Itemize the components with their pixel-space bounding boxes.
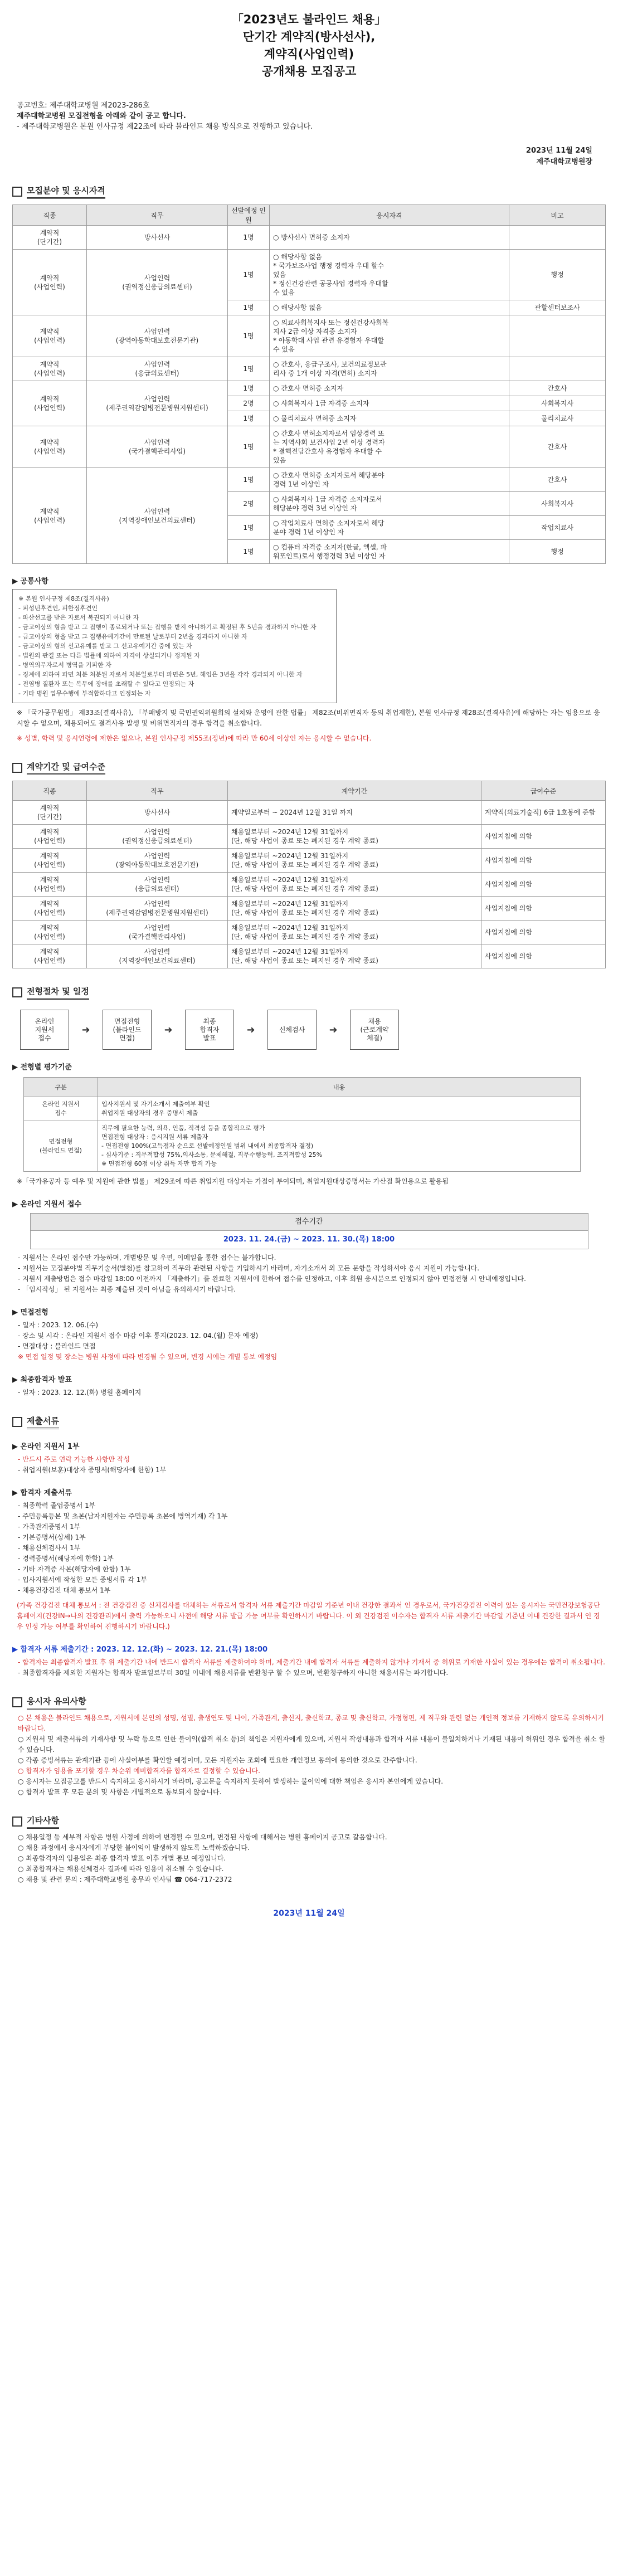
common-heading: ▶ 공통사항 [12,577,48,586]
table-row [13,250,606,300]
cell-pay: 사업지침에 의함 [481,944,606,968]
cell-qual: ○ 간호사 면허소지자로서 임상경력 또 는 지역사회 보건사업 2년 이상 경력자 * 결핵전담간호사 유경험자 우대할 수 있음 [270,426,509,468]
checkbox-square-icon [12,1697,22,1707]
cell-duty: 사업인력 (국가결핵관리사업) [87,426,228,468]
notice-number: 공고번호: 제주대학교병원 제2023-286호 [17,101,150,110]
cell-note [509,315,606,357]
docs2-list [12,1501,606,1596]
table-row: 면접전형 (블라인드 면접) 직무에 필요한 능력, 의욕, 인품, 적격성 등을 종합적으로 평가 면접전형 대상자 : 응시지원 서류 제출자 - 면접전형 100%(고득점자 순으로 선발예정인원 범위 내에서 최종합격자 결정) - 심사기준 : 직무적합성 75%,의사소통, 문제해결, 직무수행능력, 조직적합성 25% ※ 면접전형 60점 이상 취득 자만 합격 가능 [24,1121,581,1172]
apply-period-value: 2023. 11. 24.(금) ~ 2023. 11. 30.(목) 18:00 [223,1235,395,1244]
age-note: ※ 성별, 학력 및 응시연령에 제한은 없으나, 본원 인사규정 제55조(정년)에 따라 만 60세 이상인 자는 응시할 수 없습니다. [17,734,372,742]
cell-pay: 사업지침에 의함 [481,849,606,873]
cell-count: 2명 [228,492,270,516]
cell-count: 1명 [228,226,270,250]
cell-pay: 계약직(의료기술직) 6급 1호봉에 준함 [481,801,606,825]
cell-count: 1명 [228,300,270,315]
list-item: - 「임시작성」 된 지원서는 최종 제출된 것이 아님을 유의하시기 바랍니다. [18,1285,236,1293]
cell-note: 행정 [509,250,606,300]
cell-note [509,357,606,381]
col-note: 비고 [509,205,606,226]
salary-table [12,781,606,968]
section-caution: 응시자 유의사항 [12,1695,606,1710]
cell-duty: 방사선사 [87,801,228,825]
col-type: 구분 [24,1078,98,1097]
cell-duty: 사업인력 (응급의료센터) [87,357,228,381]
cell-count: 1명 [228,250,270,300]
checkbox-square-icon [12,987,22,997]
notice-title: 「2023년도 불라인드 채용」 단기간 계약직(방사선사), 계약직(사업인력) 공개채용 모집공고 [231,13,387,78]
cell-duty: 사업인력 (광역아동학대보호전문기관) [87,849,228,873]
table-row [13,897,606,921]
section-process: 전형절차 및 일정 [12,985,606,1000]
cell-qual: ○ 간호사 면허증 소지자 [270,381,509,396]
cell-count: 1명 [228,315,270,357]
cell-pay: 사업지침에 의함 [481,897,606,921]
arrow-right-icon: ➜ [164,1024,173,1036]
list-item: - 채용건강검진 대체 통보서 1부 [18,1586,111,1594]
cell-job: 계약직 (사업인력) [13,825,87,849]
list-item: - 지원서는 모집분야별 직무기술서(별첨)를 참고하여 직무와 관련된 사항을 기입하시기 바라며, 자기소개서 외 모든 문항을 작성하셔야 응시 지원이 가능합니다. [18,1264,480,1272]
section-misc: 기타사항 [12,1814,606,1829]
cell-job: 계약직 (사업인력) [13,873,87,897]
cell-qual: ○ 간호사, 응급구조사, 보건의료정보관 리사 중 1개 이상 자격(면허) 소지자 [270,357,509,381]
docs1-list [12,1454,606,1476]
cell-qual: ○ 작업치료사 면허증 소지자로서 해당 분야 경력 1년 이상인 자 [270,516,509,540]
cell-job: 계약직 (사업인력) [13,357,87,381]
table-row [13,921,606,944]
list-item: - 일자 : 2023. 12. 06.(수) [18,1321,99,1329]
cell-note: 작업치료사 [509,516,606,540]
table-row [13,468,606,492]
cell-job: 계약직 (단기간) [13,801,87,825]
recruitment-table [12,204,606,564]
cell-job: 계약직 (사업인력) [13,250,87,315]
cell-duty: 사업인력 (권역정신응급의료센터) [87,825,228,849]
cell-duty: 사업인력 (응급의료센터) [87,873,228,897]
cell-pay: 사업지침에 의함 [481,825,606,849]
table-row [13,825,606,849]
cell-period: 채용일로부터 ~2024년 12월 31일까지 (단, 해당 사업이 종료 또는 폐지된 경우 계약 종료) [228,944,481,968]
table-row [13,226,606,250]
list-item: ○ 지원서 및 제출서류의 기재사항 및 누락 등으로 인한 불이익(합격 취소 등)의 책임은 지원자에게 있으며, 지원서 작성내용과 합격자 서류 내용이 불일치하거나 기재된 내용이 허위인 경우 합격을 취소 할 수 있습니다. [18,1735,606,1754]
col-period: 계약기간 [228,781,481,801]
cell-period: 채용일로부터 ~2024년 12월 31일까지 (단, 해당 사업이 종료 또는 폐지된 경우 계약 종료) [228,825,481,849]
cell-period: 채용일로부터 ~2024년 12월 31일까지 (단, 해당 사업이 종료 또는 폐지된 경우 계약 종료) [228,873,481,897]
cell-count: 1명 [228,468,270,492]
flow-step-interview: 면접전형 (블라인드 면접) [103,1010,152,1050]
checkbox-square-icon [12,1417,22,1427]
arrow-right-icon: ➜ [329,1024,338,1036]
cell-job: 계약직 (사업인력) [13,849,87,873]
cell-note [509,226,606,250]
list-item: - 장소 및 시각 : 온라인 지원서 접수 마감 이후 통지(2023. 12. 04.(월) 문자 예정) [18,1332,259,1340]
health-check-note: (가족 건강검진 대체 통보서 : 전 건강검진 중 신체검사를 대체하는 서류로서 합격자 서류 제출기간 마감일 기준년 이내 건강한 결과서 인 경우로서, 국가건강검진 이력이 있는 응시자는 국민건강보험공단 홈페이지(건강iN→나의 건강관리)에서 출력 가능하오니 사전에 해당 서류 발급 가능 여부를 확인하시기 바랍니다. 이 외 건강검진 이수자는 합격자 서류 제출기간 마감일 기준년 이내 건강한 결과서 인 경우 인정 가능 여부를 확인하여 진행하시기 바랍니다.) [17,1601,600,1630]
cell-count: 1명 [228,426,270,468]
checkbox-square-icon [12,187,22,197]
issuer: 제주대학교병원장 [536,158,592,166]
cell-qual: ○ 간호사 면허증 소지자로서 해당분야 경력 1년 이상인 자 [270,468,509,492]
footer-date: 2023년 11월 24일 [273,1909,345,1918]
apply-list [12,1253,606,1295]
col-job: 직종 [13,205,87,226]
cell-qual: ○ 컴퓨터 자격증 소지자(한글, 엑셀, 파 워포인트)로서 행정경력 3년 이상인 자 [270,540,509,564]
apply-period-box [30,1213,588,1249]
cell-qual: ○ 의료사회복지사 또는 정신건강사회복 지사 2급 이상 자격증 소지자 * 아동학대 사업 관련 유경험자 우대할 수 있음 [270,315,509,357]
list-item: ○ 최종합격자의 임용일은 최종 합격자 발표 이후 개별 통보 예정입니다. [18,1854,226,1862]
intro-statement: 제주대학교병원 모집전형을 아래와 같이 공고 합니다. [17,112,186,120]
flow-step-physical: 신체검사 [267,1010,317,1050]
legal-note: ※ 「국가공무원법」 제33조(결격사유), 「부패방지 및 국민권익위원회의 설치와 운영에 관한 법률」 제82조(비위면직자 등의 취업제한), 본원 인사규정 제28조(결격사유)에 해당하는 자는 임용으로 응시할 수 없으며, 채용되어도 결격사유 발생 및 비위면직자의 경우 합격을 취소합니다. [17,709,600,727]
cell-duty: 사업인력 (권역정신응급의료센터) [87,250,228,315]
cell-note: 사회복지사 [509,492,606,516]
cell-duty: 사업인력 (제주권역감염병전문병원지원센터) [87,897,228,921]
list-item: ○ 채용 및 관련 문의 : 제주대학교병원 총무과 인사팀 ☎ 064-717-2372 [18,1876,232,1883]
table-row [13,381,606,396]
cell-count: 1명 [228,357,270,381]
process-flow [12,1010,606,1050]
section-recruitment: 모집분야 및 응시자격 [12,184,606,199]
eval-heading: ▶ 전형별 평가기준 [12,1063,72,1072]
list-item: ○ 최종합격자는 채용신체검사 결과에 따라 임용이 취소될 수 있습니다. [18,1865,224,1873]
cell-pay: 사업지침에 의함 [481,873,606,897]
cell-period: 채용일로부터 ~2024년 12월 31일까지 (단, 해당 사업이 종료 또는 폐지된 경우 계약 종료) [228,897,481,921]
cell-note: 행정 [509,540,606,564]
issue-date-block [12,145,606,168]
cell-duty: 사업인력 (제주권역감염병전문병원지원센터) [87,381,228,426]
list-item: - 면접대상 : 블라인드 면접 [18,1342,96,1350]
col-content: 내용 [98,1078,581,1097]
list-item: - 가족관계증명서 1부 [18,1523,81,1531]
table-row [13,801,606,825]
eval-table [23,1077,581,1172]
list-item: - 최종학력 졸업증명서 1부 [18,1502,96,1509]
list-item: - 일자 : 2023. 12. 12.(화) 병원 홈페이지 [18,1389,142,1396]
col-count: 선발예정 인원 [228,205,270,226]
cell-note: 간호사 [509,381,606,396]
misc-list [12,1832,606,1885]
col-job: 직종 [13,781,87,801]
list-item: - 지원서 제출방법은 접수 마감일 18:00 이전까지 「제출하기」를 완료한 지원서에 한하여 접수를 인정하고, 이후 회원 응시분으로 인정되지 않아 면접전형 시 안내예정입니다. [18,1275,526,1283]
cell-job: 계약직 (사업인력) [13,944,87,968]
eval-note: ※「국가유공자 등 예우 및 지원에 관한 법률」 제29조에 따른 취업지원 대상자는 가점이 부여되며, 취업지원대상증명서는 가산점 확인용으로 활용됨 [17,1177,449,1185]
submission-period: ▶ 합격자 서류 제출기간 : 2023. 12. 12.(화) ~ 2023. 12. 21.(목) 18:00 [12,1645,268,1654]
cell-qual: ○ 사회복지사 1급 자격증 소지자 [270,396,509,411]
list-item: - 기타 자격증 사본(해당자에 한함) 1부 [18,1565,131,1573]
list-item: - 합격자는 최종합격자 발표 후 위 제출기간 내에 반드시 합격자 서류를 제출하여야 하며, 제출기간 내에 합격자 서류를 제출하지 않거나 기재서 중 허위로 기재한 사실이 있는 경우에는 합격이 취소됩니다. [18,1658,605,1666]
apply-period-label: 접수기간 [31,1214,588,1231]
list-item: ○ 채용일정 등 세부적 사항은 병원 사정에 의하여 변경될 수 있으며, 변경된 사항에 대해서는 병원 홈페이지 공고로 갈음합니다. [18,1833,387,1841]
list-item: - 주민등록등본 및 초본(남자지원자는 주민등록 초본에 병역기재) 각 1부 [18,1512,228,1520]
list-item: ※ 면접 일정 및 장소는 병원 사정에 따라 변경될 수 있으며, 변경 시에는 개별 통보 예정임 [18,1353,278,1361]
recruitment-notice [0,11,618,1941]
cell-job: 계약직 (사업인력) [13,426,87,468]
cell-job: 계약직 (사업인력) [13,897,87,921]
list-item: - 채용신체검사서 1부 [18,1544,81,1552]
cell-qual: ○ 방사선사 면허증 소지자 [270,226,509,250]
caution-list [12,1713,606,1798]
list-item: ○ 채용 과정에서 응시자에게 부당한 불이익이 발생하지 않도록 노력하겠습니다. [18,1844,250,1852]
list-item: - 취업지원(보훈)대상자 증명서(해당자에 한함) 1부 [18,1466,167,1474]
interview-list [12,1320,606,1362]
table-row [13,873,606,897]
list-item: - 기본증명서(상세) 1부 [18,1533,86,1541]
intro-block [12,100,606,132]
section-documents: 제출서류 [12,1415,606,1429]
cell-period: 계약일로부터 ~ 2024년 12월 31일 까지 [228,801,481,825]
cell-duty: 방사선사 [87,226,228,250]
cell-count: 1명 [228,381,270,396]
cell-note: 간호사 [509,426,606,468]
flow-step-announce: 최종 합격자 발표 [185,1010,234,1050]
submission-list [12,1657,606,1678]
col-duty: 직무 [87,781,228,801]
cell-job: 계약직 (사업인력) [13,381,87,426]
cell-period: 채용일로부터 ~2024년 12월 31일까지 (단, 해당 사업이 종료 또는 폐지된 경우 계약 종료) [228,921,481,944]
list-item: ○ 합격자 발표 후 모든 문의 및 사항은 개별적으로 통보되지 않습니다. [18,1788,222,1796]
cell-note: 사회복지사 [509,396,606,411]
cell-count: 1명 [228,540,270,564]
list-item: - 반드시 주로 연락 가능한 사항만 작성 [18,1455,130,1463]
col-duty: 직무 [87,205,228,226]
cell-pay: 사업지침에 의함 [481,921,606,944]
table-row: 온라인 지원서 접수 입사지원서 및 자기소개서 제출여부 확인 취업지원 대상자의 경우 증명서 제출 [24,1097,581,1121]
list-item: ○ 각종 증빙서류는 관계기관 등에 사실여부를 확인할 예정이며, 모든 지원자는 조회에 필요한 개인정보 동의에 동의한 것으로 간주합니다. [18,1756,417,1764]
list-item: - 최종합격자를 제외한 지원자는 합격자 발표일로부터 30일 이내에 채용서류를 반환청구 할 수 있으며, 반환청구하지 아니한 채용서류는 파기합니다. [18,1669,449,1677]
table-row [13,426,606,468]
cell-count: 2명 [228,396,270,411]
section-contract: 계약기간 및 급여수준 [12,761,606,775]
cell-duty: 사업인력 (국가결핵관리사업) [87,921,228,944]
cell-qual: ○ 물리치료사 면허증 소지자 [270,411,509,426]
cell-job: 계약직 (단기간) [13,226,87,250]
col-pay: 급여수준 [481,781,606,801]
cell-note: 관할센터보조사 [509,300,606,315]
list-item: ○ 합격자가 임용을 포기할 경우 차순위 예비합격자를 합격자로 결정할 수 있습니다. [18,1767,260,1775]
checkbox-square-icon [12,1817,22,1827]
cell-job: 계약직 (사업인력) [13,468,87,564]
cell-note: 간호사 [509,468,606,492]
cell-note: 물리치료사 [509,411,606,426]
disqualification-notes: ※ 본원 인사규정 제8조(결격사유) - 피성년후견인, 피한정후견인 - 파산선고를 받은 자로서 복권되지 아니한 자 - 금고이상의 형을 받고 그 집행이 종료되거나 또는 집행을 받지 아니하기로 확정된 후 5년을 경과하지 아니한 자 - 금고이상의 형을 받고 그 집행유예기간이 만료된 날로부터 2년을 경과하지 아니한 자 - 금고이상의 형의 선고유예를 받고 그 선고유예기간 중에 있는 자 - 법원의 판결 또는 다른 법률에 의하여 자격이 상실되거나 정지된 자 - 병역의무자로서 병역을 기피한 자 - 징계에 의하여 파면 처분 처분된 자로서 처분일로부터 파면은 5년, 해임은 3년을 각각 경과되지 아니한 자 - 전염병 질환자 또는 복무에 장애를 초래할 수 있다고 인정되는 자 - 기타 병원 업무수행에 부적합하다고 인정되는 자 [12,589,337,703]
cell-count: 1명 [228,411,270,426]
cell-qual: ○ 사회복지사 1급 자격증 소지자로서 해당분야 경력 3년 이상인 자 [270,492,509,516]
cell-qual: ○ 해당사항 없음 [270,300,509,315]
intro-note: - 제주대학교병원은 본원 인사규정 제22조에 따라 블라인드 채용 방식으로 진행하고 있습니다. [17,123,313,131]
cell-period: 채용일로부터 ~2024년 12월 31일까지 (단, 해당 사업이 종료 또는 폐지된 경우 계약 종료) [228,849,481,873]
cell-count: 1명 [228,516,270,540]
cell-duty: 사업인력 (지역장애인보건의료센터) [87,468,228,564]
final-heading: ▶ 최종합격자 발표 [12,1376,72,1384]
docs2-heading: ▶ 합격자 제출서류 [12,1489,72,1497]
flow-step-hire: 채용 (근로계약 체결) [350,1010,399,1050]
docs1-heading: ▶ 온라인 지원서 1부 [12,1443,80,1451]
arrow-right-icon: ➜ [246,1024,255,1036]
cell-job: 계약직 (사업인력) [13,315,87,357]
table-row [13,944,606,968]
cell-job: 계약직 (사업인력) [13,921,87,944]
list-item: ○ 본 채용은 불라인드 채용으로, 지원서에 본인의 성명, 성별, 출생연도 및 나이, 가족관계, 출신지, 출신학교, 종교 및 출신학교, 가정형편, 제 직무와 관련 없는 개인적 정보를 기재하지 않도록 유의하시기 바랍니다. [18,1714,604,1732]
list-item: - 입사지원서에 작성한 모든 증빙서류 각 1부 [18,1576,147,1584]
table-row [13,315,606,357]
list-item: - 경력증명서(해당자에 한함) 1부 [18,1555,114,1562]
list-item: ○ 응시자는 모집공고를 반드시 숙지하고 응시하시기 바라며, 공고문을 숙지하지 못하여 발생하는 불이익에 대한 책임은 응시자 본인에게 있습니다. [18,1778,444,1785]
checkbox-square-icon [12,763,22,773]
cell-duty: 사업인력 (광역아동학대보호전문기관) [87,315,228,357]
list-item: - 지원서는 온라인 접수만 가능하며, 개별방문 및 우편, 이메일을 통한 접수는 불가합니다. [18,1254,276,1262]
table-row [13,357,606,381]
table-row [13,849,606,873]
arrow-right-icon: ➜ [81,1024,90,1036]
cell-duty: 사업인력 (지역장애인보건의료센터) [87,944,228,968]
interview-heading: ▶ 면접전형 [12,1308,48,1317]
issue-date: 2023년 11월 24일 [525,147,592,155]
col-qualification: 응시자격 [270,205,509,226]
flow-step-apply: 온라인 지원서 접수 [20,1010,69,1050]
cell-qual: ○ 해당사항 없음 * 국가보조사업 행정 경력자 우대 할수 있음 * 정신건강관련 공공사업 경력자 우대할 수 있음 [270,250,509,300]
final-list [12,1387,606,1398]
apply-heading: ▶ 온라인 지원서 접수 [12,1200,82,1209]
